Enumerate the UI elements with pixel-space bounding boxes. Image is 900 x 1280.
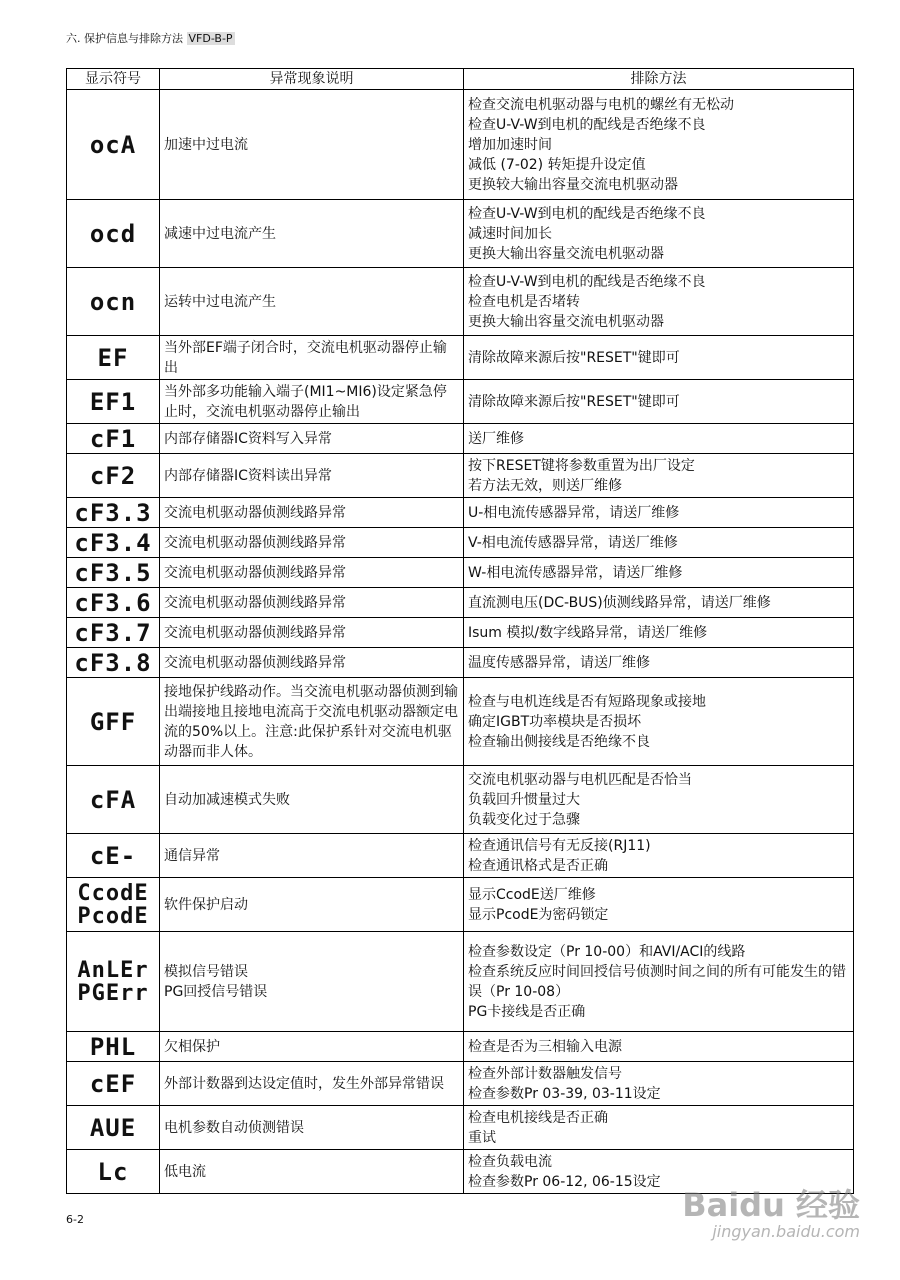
fault-code: ocd <box>67 200 160 268</box>
fault-code: AUE <box>67 1106 160 1150</box>
fault-description: 模拟信号错误 PG回授信号错误 <box>160 932 464 1032</box>
column-header: 异常现象说明 <box>160 69 464 90</box>
table-row <box>67 1106 854 1150</box>
fault-remedy: 检查负载电流 检查参数Pr 06-12, 06-15设定 <box>464 1150 854 1194</box>
fault-code: cF1 <box>67 424 160 454</box>
fault-code: EF1 <box>67 380 160 424</box>
fault-code: CcodE PcodE <box>67 878 160 932</box>
fault-remedy: 检查交流电机驱动器与电机的螺丝有无松动 检查U-V-W到电机的配线是否绝缘不良 增加加速时间 减低 (7-02) 转矩提升设定值 更换较大输出容量交流电机驱动器 <box>464 90 854 200</box>
fault-table <box>66 68 854 1194</box>
page-header <box>66 30 235 46</box>
fault-remedy: V-相电流传感器异常，请送厂维修 <box>464 528 854 558</box>
fault-remedy: 检查外部计数器触发信号 检查参数Pr 03-39, 03-11设定 <box>464 1062 854 1106</box>
fault-description: 通信异常 <box>160 834 464 878</box>
fault-remedy: 温度传感器异常，请送厂维修 <box>464 648 854 678</box>
fault-description: 当外部多功能输入端子(MI1~MI6)设定紧急停止时，交流电机驱动器停止输出 <box>160 380 464 424</box>
fault-remedy: 交流电机驱动器与电机匹配是否恰当 负载回升惯量过大 负载变化过于急骤 <box>464 766 854 834</box>
fault-description: 运转中过电流产生 <box>160 268 464 336</box>
fault-description: 交流电机驱动器侦测线路异常 <box>160 648 464 678</box>
fault-description: 交流电机驱动器侦测线路异常 <box>160 558 464 588</box>
fault-description: 内部存储器IC资料写入异常 <box>160 424 464 454</box>
table-row <box>67 528 854 558</box>
table-row <box>67 648 854 678</box>
fault-description: 交流电机驱动器侦测线路异常 <box>160 618 464 648</box>
fault-code: cF3.8 <box>67 648 160 678</box>
table-row <box>67 1032 854 1062</box>
table-row <box>67 932 854 1032</box>
fault-description: 欠相保护 <box>160 1032 464 1062</box>
table-row <box>67 336 854 380</box>
watermark-url: jingyan.baidu.com <box>712 1222 860 1241</box>
fault-description: 交流电机驱动器侦测线路异常 <box>160 498 464 528</box>
column-header: 显示符号 <box>67 69 160 90</box>
fault-description: 低电流 <box>160 1150 464 1194</box>
fault-description: 自动加减速模式失败 <box>160 766 464 834</box>
table-row <box>67 766 854 834</box>
fault-code: cF3.5 <box>67 558 160 588</box>
watermark-logo: Baidu 经验 <box>682 1186 860 1224</box>
fault-description: 电机参数自动侦测错误 <box>160 1106 464 1150</box>
fault-code: ocn <box>67 268 160 336</box>
table-header-row <box>67 69 854 90</box>
fault-description: 加速中过电流 <box>160 90 464 200</box>
fault-description: 接地保护线路动作。当交流电机驱动器侦测到输出端接地且接地电流高于交流电机驱动器额定电流的50%以上。注意:此保护系针对交流电机驱动器而非人体。 <box>160 678 464 766</box>
fault-code: GFF <box>67 678 160 766</box>
table-row <box>67 200 854 268</box>
fault-description: 当外部EF端子闭合时，交流电机驱动器停止输出 <box>160 336 464 380</box>
fault-remedy: 清除故障来源后按"RESET"键即可 <box>464 380 854 424</box>
fault-code: cE- <box>67 834 160 878</box>
table-row <box>67 834 854 878</box>
section-title: 六. 保护信息与排除方法 <box>66 32 183 45</box>
table-row <box>67 878 854 932</box>
fault-code: cEF <box>67 1062 160 1106</box>
table-row <box>67 618 854 648</box>
table-row <box>67 678 854 766</box>
model-tag: VFD-B-P <box>188 32 233 45</box>
fault-description: 减速中过电流产生 <box>160 200 464 268</box>
fault-code: EF <box>67 336 160 380</box>
table-row <box>67 424 854 454</box>
table-row <box>67 454 854 498</box>
table-row <box>67 588 854 618</box>
fault-remedy: 检查通讯信号有无反接(RJ11) 检查通讯格式是否正确 <box>464 834 854 878</box>
fault-remedy: 检查电机接线是否正确 重试 <box>464 1106 854 1150</box>
fault-code: Lc <box>67 1150 160 1194</box>
table-row <box>67 268 854 336</box>
fault-remedy: 检查U-V-W到电机的配线是否绝缘不良 检查电机是否堵转 更换大输出容量交流电机驱动器 <box>464 268 854 336</box>
fault-remedy: 按下RESET键将参数重置为出厂设定 若方法无效，则送厂维修 <box>464 454 854 498</box>
fault-remedy: 检查与电机连线是否有短路现象或接地 确定IGBT功率模块是否损坏 检查输出侧接线是否绝缘不良 <box>464 678 854 766</box>
fault-remedy: 检查是否为三相输入电源 <box>464 1032 854 1062</box>
table-row <box>67 1062 854 1106</box>
page-number: 6-2 <box>66 1213 84 1226</box>
fault-code: cF3.4 <box>67 528 160 558</box>
fault-remedy: 清除故障来源后按"RESET"键即可 <box>464 336 854 380</box>
fault-code: ocA <box>67 90 160 200</box>
table-row <box>67 558 854 588</box>
fault-remedy: Isum 模拟/数字线路异常，请送厂维修 <box>464 618 854 648</box>
fault-remedy: 检查参数设定（Pr 10-00）和AVI/ACI的线路 检查系统反应时间回授信号侦测时间之间的所有可能发生的错误（Pr 10-08） PG卡接线是否正确 <box>464 932 854 1032</box>
fault-code: cF3.6 <box>67 588 160 618</box>
fault-remedy: 送厂维修 <box>464 424 854 454</box>
fault-code: PHL <box>67 1032 160 1062</box>
fault-code: cFA <box>67 766 160 834</box>
fault-remedy: 直流测电压(DC-BUS)侦测线路异常，请送厂维修 <box>464 588 854 618</box>
fault-code: cF3.7 <box>67 618 160 648</box>
fault-description: 交流电机驱动器侦测线路异常 <box>160 528 464 558</box>
fault-remedy: W-相电流传感器异常，请送厂维修 <box>464 558 854 588</box>
fault-code: cF2 <box>67 454 160 498</box>
fault-remedy: 检查U-V-W到电机的配线是否绝缘不良 减速时间加长 更换大输出容量交流电机驱动器 <box>464 200 854 268</box>
fault-remedy: U-相电流传感器异常，请送厂维修 <box>464 498 854 528</box>
fault-description: 软件保护启动 <box>160 878 464 932</box>
table-row <box>67 380 854 424</box>
fault-description: 内部存储器IC资料读出异常 <box>160 454 464 498</box>
fault-code: cF3.3 <box>67 498 160 528</box>
fault-description: 交流电机驱动器侦测线路异常 <box>160 588 464 618</box>
fault-remedy: 显示CcodE送厂维修 显示PcodE为密码锁定 <box>464 878 854 932</box>
fault-code: AnLEr PGErr <box>67 932 160 1032</box>
column-header: 排除方法 <box>464 69 854 90</box>
fault-description: 外部计数器到达设定值时，发生外部异常错误 <box>160 1062 464 1106</box>
table-row <box>67 90 854 200</box>
table-row <box>67 498 854 528</box>
